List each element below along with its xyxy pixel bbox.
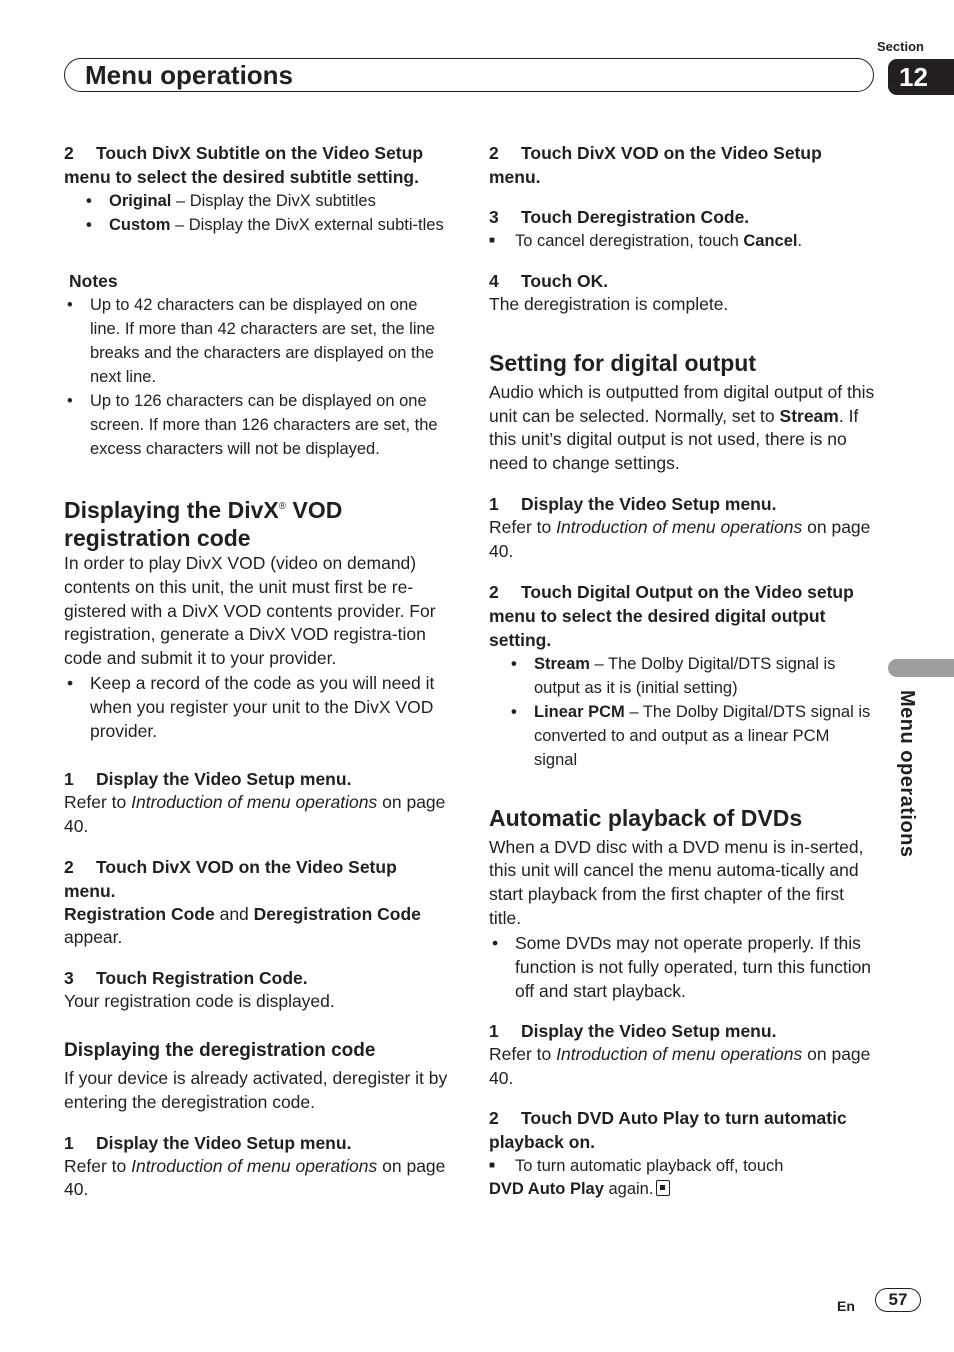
step-heading: 1 Display the Video Setup menu.	[489, 1020, 777, 1041]
step-heading: 2 Touch DVD Auto Play to turn automatic playback on.	[489, 1108, 847, 1153]
notes-heading: Notes	[69, 271, 118, 291]
paragraph: Your registration code is displayed.	[64, 991, 335, 1012]
notes-list	[64, 293, 448, 461]
step-heading: 2 Touch DivX VOD on the Video Setup menu.	[489, 143, 822, 187]
paragraph: If your device is already activated, deregister it by entering the deregistration code.	[64, 1067, 448, 1112]
list-item: • Stream – The Dolby Digital/DTS signal is output as it is (initial setting)	[489, 652, 877, 700]
list-item: • Custom – Display the DivX external subti-tles	[64, 213, 448, 237]
section-label: Section	[877, 39, 924, 54]
note-list	[489, 229, 877, 253]
page-title: Menu operations	[85, 60, 294, 90]
step-heading: 1 Display the Video Setup menu.	[64, 1132, 352, 1153]
reference-text: Refer to Introduction of menu operations on page 40.	[64, 791, 446, 836]
list-item: • Up to 42 characters can be displayed on one line. If more than 42 characters are set, the line breaks and the characters are displayed on the next line.	[64, 293, 448, 389]
note-list	[489, 1154, 877, 1178]
list-item: • Linear PCM – The Dolby Digital/DTS signal is converted to and output as a linear PCM signal	[489, 700, 877, 772]
end-of-section-icon	[656, 1180, 670, 1196]
list-item: • Keep a record of the code as you will need it when you register your unit to the DivX VOD provider.	[64, 671, 448, 743]
step-heading: 3 Touch Registration Code.	[64, 968, 308, 989]
reference-text: Refer to Introduction of menu operations on page 40.	[64, 1155, 446, 1200]
page-number: 57	[875, 1288, 921, 1312]
section-number-badge: 12	[888, 59, 954, 95]
list-item: • Some DVDs may not operate properly. If this function is not fully operated, turn this function off and start playback.	[489, 931, 877, 1003]
step-heading: 2 Touch DivX VOD on the Video Setup menu.	[64, 856, 397, 901]
paragraph: The deregistration is complete.	[489, 294, 729, 314]
section-heading-dereg: Displaying the deregistration code	[64, 1039, 376, 1061]
left-column	[64, 141, 448, 1202]
paragraph: DVD Auto Play again.	[489, 1178, 877, 1202]
side-tab-label: Menu operations	[896, 690, 918, 858]
section-heading-auto: Automatic playback of DVDs	[489, 804, 803, 831]
step-heading: 4 Touch OK.	[489, 271, 609, 291]
paragraph: When a DVD disc with a DVD menu is in-serted, this unit will cancel the menu automa-tically and start playback from the first chapter of the first title.	[489, 836, 864, 928]
list-item: ■ To cancel deregistration, touch Cancel.	[489, 229, 877, 253]
step-heading: 1 Display the Video Setup menu.	[489, 493, 777, 514]
reference-text: Refer to Introduction of menu operations on page 40.	[489, 516, 871, 561]
side-tab-marker	[888, 659, 954, 677]
step-heading: 2 Touch Digital Output on the Video setup menu to select the desired digital output setting.	[489, 581, 854, 650]
output-options-list	[489, 652, 877, 772]
step-heading: 1 Display the Video Setup menu.	[64, 768, 352, 789]
bullet-list	[489, 931, 877, 1003]
list-item: ■ To turn automatic playback off, touch	[489, 1154, 877, 1178]
section-heading-digital: Setting for digital output	[489, 349, 757, 376]
paragraph: In order to play DivX VOD (video on demand) contents on this unit, the unit must first be re-gistered with a DivX VOD contents provider. For registration, generate a DivX VOD registra-tion code and submit it to your provider.	[64, 553, 436, 669]
list-item: • Original – Display the DivX subtitles	[64, 189, 448, 213]
paragraph: Registration Code and Deregistration Code appear.	[64, 903, 421, 948]
subtitle-options-list	[64, 189, 448, 237]
section-heading-divx: Displaying the DivX® VOD registration code	[64, 497, 343, 551]
step-heading: 3 Touch Deregistration Code.	[489, 207, 750, 227]
list-item: • Up to 126 characters can be displayed on one screen. If more than 126 characters are set, the excess characters will not be displayed.	[64, 389, 448, 461]
paragraph: Audio which is outputted from digital output of this unit can be selected. Normally, set to Stream. If this unit’s digital output is not used, there is no need to change settings.	[489, 381, 875, 474]
right-column	[489, 141, 877, 1202]
page-title-box	[64, 58, 874, 92]
bullet-list	[64, 671, 448, 743]
language-label: En	[837, 1298, 855, 1314]
step-heading: 2 Touch DivX Subtitle on the Video Setup menu to select the desired subtitle setting.	[64, 143, 424, 187]
reference-text: Refer to Introduction of menu operations on page 40.	[489, 1043, 871, 1088]
